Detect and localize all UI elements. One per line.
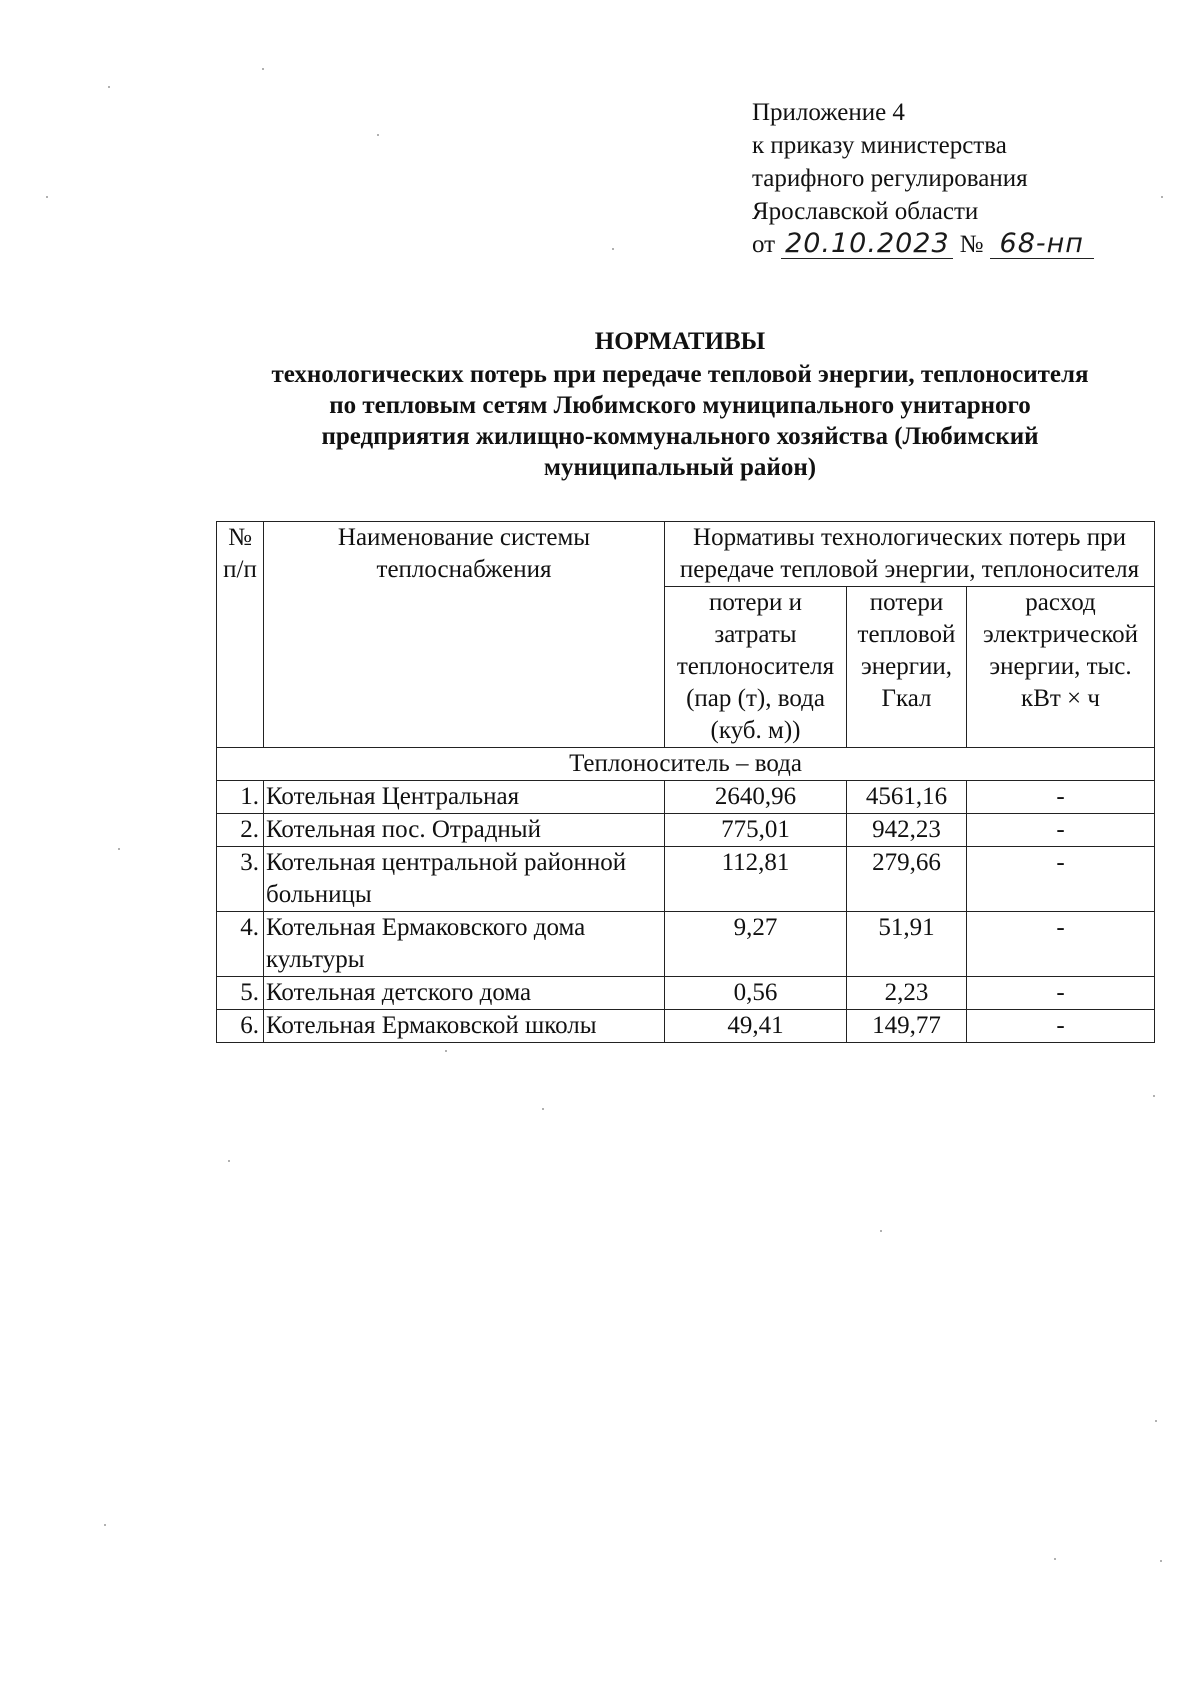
row-electric-consumption: - xyxy=(967,1010,1155,1043)
table-row xyxy=(217,1010,1155,1043)
row-carrier-losses: 9,27 xyxy=(665,912,847,977)
row-electric-consumption: - xyxy=(967,977,1155,1010)
date-prefix: от xyxy=(752,231,776,258)
title-subtitle-line: по тепловым сетям Любимского муниципального унитарного xyxy=(329,392,1031,419)
title-subtitle-line: предприятия жилищно-коммунального хозяйства (Любимский xyxy=(321,423,1039,450)
row-heat-losses: 149,77 xyxy=(847,1010,967,1043)
row-number: 1. xyxy=(217,781,264,814)
row-heat-losses: 2,23 xyxy=(847,977,967,1010)
table-row xyxy=(217,781,1155,814)
row-electric-consumption: - xyxy=(967,847,1155,912)
document-title xyxy=(180,326,1180,483)
appendix-line: Ярославской области xyxy=(752,198,979,225)
appendix-line: тарифного регулирования xyxy=(752,165,1028,192)
order-date-line xyxy=(752,228,1152,261)
table-row xyxy=(217,977,1155,1010)
row-number: 3. xyxy=(217,847,264,912)
norms-table xyxy=(216,521,1155,1043)
row-system-name: Котельная Ермаковской школы xyxy=(264,1010,665,1043)
row-system-name: Котельная центральной районной больницы xyxy=(264,847,665,912)
row-carrier-losses: 49,41 xyxy=(665,1010,847,1043)
number-sign: № xyxy=(959,231,984,258)
table-row xyxy=(217,814,1155,847)
row-carrier-losses: 775,01 xyxy=(665,814,847,847)
row-heat-losses: 279,66 xyxy=(847,847,967,912)
row-system-name: Котельная Ермаковского дома культуры xyxy=(264,912,665,977)
header-name: Наименование системы теплоснабжения xyxy=(264,522,665,748)
row-heat-losses: 4561,16 xyxy=(847,781,967,814)
row-system-name: Котельная детского дома xyxy=(264,977,665,1010)
row-number: 6. xyxy=(217,1010,264,1043)
title-subtitle-line: муниципальный район) xyxy=(543,454,817,481)
section-row xyxy=(217,748,1155,781)
row-number: 5. xyxy=(217,977,264,1010)
row-carrier-losses: 2640,96 xyxy=(665,781,847,814)
table-row xyxy=(217,912,1155,977)
title-subtitle-line: технологических потерь при передаче тепловой энергии, теплоносителя xyxy=(271,361,1089,388)
row-carrier-losses: 0,56 xyxy=(665,977,847,1010)
header-num: № п/п xyxy=(217,522,264,748)
row-heat-losses: 51,91 xyxy=(847,912,967,977)
header-norms: Нормативы технологических потерь при передаче тепловой энергии, теплоносителя xyxy=(665,522,1155,587)
row-system-name: Котельная пос. Отрадный xyxy=(264,814,665,847)
table-row xyxy=(217,847,1155,912)
header-carrier-losses: потери и затраты теплоносителя (пар (т), вода (куб. м)) xyxy=(665,587,847,748)
appendix-block xyxy=(752,96,1152,261)
section-label: Теплоноситель – вода xyxy=(217,748,1155,781)
appendix-line: к приказу министерства xyxy=(752,132,1007,159)
table-body xyxy=(217,781,1155,1043)
row-system-name: Котельная Центральная xyxy=(264,781,665,814)
row-carrier-losses: 112,81 xyxy=(665,847,847,912)
title-heading: НОРМАТИВЫ xyxy=(594,328,766,355)
row-heat-losses: 942,23 xyxy=(847,814,967,847)
row-electric-consumption: - xyxy=(967,814,1155,847)
header-electric-consumption: расход электрической энергии, тыс. кВт × ч xyxy=(967,587,1155,748)
row-number: 2. xyxy=(217,814,264,847)
table-header-row xyxy=(217,522,1155,587)
row-number: 4. xyxy=(217,912,264,977)
row-electric-consumption: - xyxy=(967,912,1155,977)
row-electric-consumption: - xyxy=(967,781,1155,814)
header-heat-losses: потери тепловой энергии, Гкал xyxy=(847,587,967,748)
handwritten-date: 20.10.2023 xyxy=(781,230,953,259)
appendix-line: Приложение 4 xyxy=(752,99,905,126)
handwritten-number: 68-нп xyxy=(990,230,1094,259)
